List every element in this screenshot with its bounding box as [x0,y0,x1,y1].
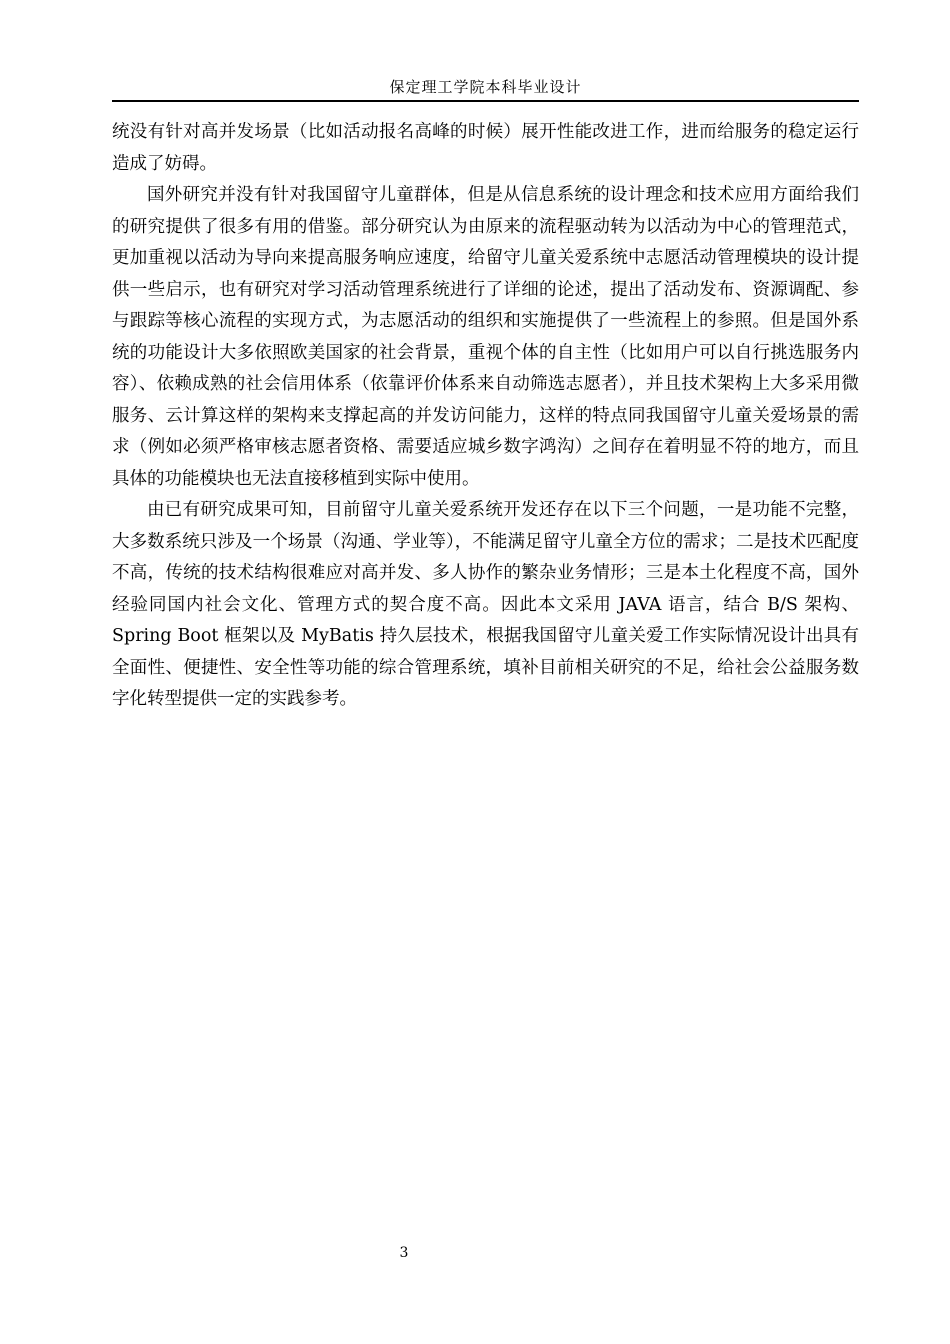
paragraph-continuation: 统没有针对高并发场景（比如活动报名高峰的时候）展开性能改进工作，进而给服务的稳定运行造成了妨碍。 [112,122,859,174]
page-header-title: 保定理工学院本科毕业设计 [389,78,582,96]
page-number: 3 [399,1245,409,1261]
paragraph-summary: 由已有研究成果可知，目前留守儿童关爱系统开发还存在以下三个问题，一是功能不完整，大多数系统只涉及一个场景（沟通、学业等），不能满足留守儿童全方位的需求；二是技术匹配度不高，传统的技术结构很难应对高并发、多人协作的繁杂业务情形；三是本土化程度不高，国外经验同国内社会文化、管理方式的契合度不高。因此本文采用 JAVA 语言，结合 B/S 架构、Spring Boot 框架以及 MyBatis 持久层技术，根据我国留守儿童关爱工作实际情况设计出具有全面性、便捷性、安全性等功能的综合管理系统，填补目前相关研究的不足，给社会公益服务数字化转型提供一定的实践参考。 [112,500,859,709]
body-text [112,117,859,716]
header-divider [112,100,859,102]
paragraph-foreign-research: 国外研究并没有针对我国留守儿童群体，但是从信息系统的设计理念和技术应用方面给我们的研究提供了很多有用的借鉴。部分研究认为由原来的流程驱动转为以活动为中心的管理范式，更加重视以活动为导向来提高服务响应速度，给留守儿童关爱系统中志愿活动管理模块的设计提供一些启示，也有研究对学习活动管理系统进行了详细的论述，提出了活动发布、资源调配、参与跟踪等核心流程的实现方式，为志愿活动的组织和实施提供了一些流程上的参照。但是国外系统的功能设计大多依照欧美国家的社会背景，重视个体的自主性（比如用户可以自行挑选服务内容）、依赖成熟的社会信用体系（依靠评价体系来自动筛选志愿者），并且技术架构上大多采用微服务、云计算这样的架构来支撑起高的并发访问能力，这样的特点同我国留守儿童关爱场景的需求（例如必须严格审核志愿者资格、需要适应城乡数字鸿沟）之间存在着明显不符的地方，而且具体的功能模块也无法直接移植到实际中使用。 [112,185,859,489]
